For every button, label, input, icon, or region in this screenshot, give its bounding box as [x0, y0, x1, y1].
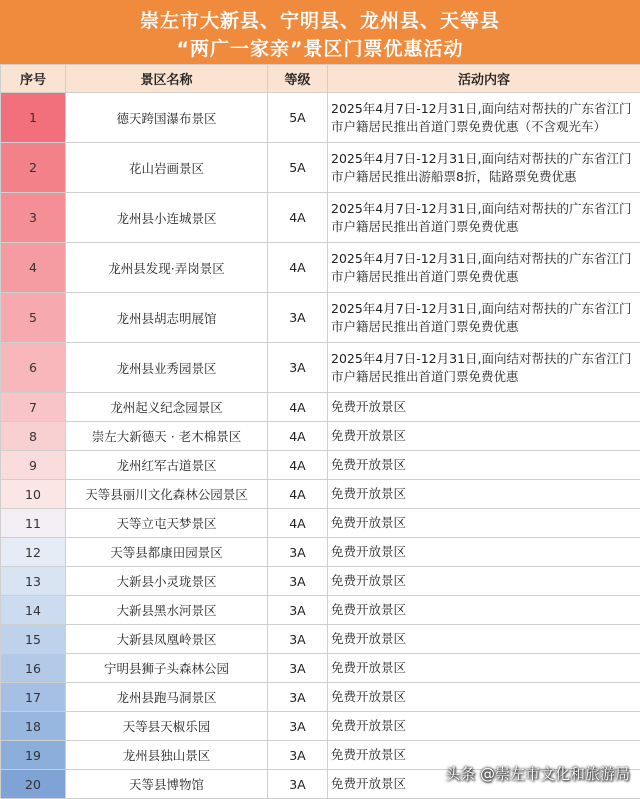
scenic-spot-name: 龙州县小连城景区	[66, 193, 268, 243]
table-row	[1, 654, 640, 683]
activity-content	[328, 451, 640, 480]
activity-content	[328, 143, 640, 193]
scenic-spot-name: 龙州县业秀园景区	[66, 343, 268, 393]
scenic-spot-name: 大新县小灵珑景区	[66, 567, 268, 596]
row-number: 5	[1, 293, 66, 343]
activity-line-1: 免费开放景区	[331, 717, 640, 735]
scenic-spot-name: 龙州县发现·弄岗景区	[66, 243, 268, 293]
table-row	[1, 343, 640, 393]
activity-line-1: 2025年4月7日-12月31日,面向结对帮扶的广东省江门	[331, 300, 640, 318]
row-number: 9	[1, 451, 66, 480]
activity-line-1: 免费开放景区	[331, 427, 640, 445]
activity-line-2: 市户籍居民推出游船票8折，陆路票免费优惠	[331, 168, 640, 186]
scenic-grade: 3A	[268, 293, 328, 343]
activity-content	[328, 538, 640, 567]
activity-content	[328, 683, 640, 712]
row-number: 4	[1, 243, 66, 293]
activity-content	[328, 393, 640, 422]
activity-line-1: 免费开放景区	[331, 398, 640, 416]
row-number: 15	[1, 625, 66, 654]
row-number: 13	[1, 567, 66, 596]
row-number: 12	[1, 538, 66, 567]
title-line-2: “两广一家亲”景区门票优惠活动	[0, 34, 640, 61]
row-number: 18	[1, 712, 66, 741]
activity-content	[328, 567, 640, 596]
activity-content	[328, 293, 640, 343]
scenic-spot-name: 天等立屯天梦景区	[66, 509, 268, 538]
scenic-spot-name: 花山岩画景区	[66, 143, 268, 193]
scenic-spot-name: 龙州县跑马洞景区	[66, 683, 268, 712]
title-banner	[0, 0, 640, 64]
activity-line-1: 2025年4月7日-12月31日,面向结对帮扶的广东省江门	[331, 150, 640, 168]
scenic-grade: 4A	[268, 480, 328, 509]
scenic-grade: 3A	[268, 654, 328, 683]
activity-content	[328, 93, 640, 143]
table-row	[1, 93, 640, 143]
row-number: 8	[1, 422, 66, 451]
scenic-grade: 3A	[268, 538, 328, 567]
activity-line-1: 免费开放景区	[331, 485, 640, 503]
table-row	[1, 538, 640, 567]
activity-line-2: 市户籍居民推出首道门票免费优惠	[331, 318, 640, 336]
table-row	[1, 293, 640, 343]
activity-line-1: 2025年4月7日-12月31日,面向结对帮扶的广东省江门	[331, 250, 640, 268]
activity-content	[328, 422, 640, 451]
table-body	[1, 93, 640, 799]
scenic-grade: 3A	[268, 741, 328, 770]
activity-line-2: 市户籍居民推出首道门票免费优惠（不含观光车）	[331, 118, 640, 136]
table-row	[1, 567, 640, 596]
scenic-grade: 4A	[268, 509, 328, 538]
scenic-spot-name: 天等县都康田园景区	[66, 538, 268, 567]
activity-line-1: 免费开放景区	[331, 746, 640, 764]
activity-line-1: 免费开放景区	[331, 543, 640, 561]
activity-content	[328, 625, 640, 654]
scenic-spot-name: 天等县博物馆	[66, 770, 268, 799]
scenic-spot-name: 德天跨国瀑布景区	[66, 93, 268, 143]
row-number: 2	[1, 143, 66, 193]
title-line-1: 崇左市大新县、宁明县、龙州县、天等县	[0, 6, 640, 33]
activity-content	[328, 193, 640, 243]
activity-line-1: 免费开放景区	[331, 630, 640, 648]
scenic-spot-name: 龙州起义纪念园景区	[66, 393, 268, 422]
scenic-spot-name: 龙州县胡志明展馆	[66, 293, 268, 343]
activity-content	[328, 596, 640, 625]
table-row	[1, 422, 640, 451]
table-row	[1, 625, 640, 654]
table-row	[1, 393, 640, 422]
scenic-grade: 3A	[268, 770, 328, 799]
scenic-grade: 3A	[268, 712, 328, 741]
scenic-grade: 3A	[268, 683, 328, 712]
scenic-grade: 3A	[268, 625, 328, 654]
row-number: 6	[1, 343, 66, 393]
row-number: 11	[1, 509, 66, 538]
activity-line-2: 市户籍居民推出首道门票免费优惠	[331, 218, 640, 236]
scenic-grade: 3A	[268, 596, 328, 625]
scenic-spot-name: 大新县凤凰岭景区	[66, 625, 268, 654]
header-name: 景区名称	[66, 65, 268, 93]
scenic-grade: 4A	[268, 193, 328, 243]
row-number: 3	[1, 193, 66, 243]
row-number: 14	[1, 596, 66, 625]
scenic-spot-name: 大新县黑水河景区	[66, 596, 268, 625]
scenic-spot-name: 天等县天椒乐园	[66, 712, 268, 741]
activity-content	[328, 712, 640, 741]
table-row	[1, 712, 640, 741]
activity-line-1: 免费开放景区	[331, 514, 640, 532]
activity-line-1: 2025年4月7日-12月31日,面向结对帮扶的广东省江门	[331, 100, 640, 118]
row-number: 19	[1, 741, 66, 770]
table-row	[1, 683, 640, 712]
scenic-grade: 4A	[268, 243, 328, 293]
scenic-grade: 3A	[268, 343, 328, 393]
scenic-grade: 4A	[268, 393, 328, 422]
activity-content	[328, 654, 640, 683]
row-number: 10	[1, 480, 66, 509]
table-row	[1, 596, 640, 625]
scenic-grade: 4A	[268, 451, 328, 480]
activity-line-2: 市户籍居民推出首道门票免费优惠	[331, 268, 640, 286]
table-row	[1, 451, 640, 480]
source-watermark: 头条 @崇左市文化和旅游局	[445, 763, 630, 784]
activity-line-1: 免费开放景区	[331, 601, 640, 619]
activity-line-1: 免费开放景区	[331, 688, 640, 706]
table-row	[1, 480, 640, 509]
activity-line-1: 免费开放景区	[331, 456, 640, 474]
scenic-spot-name: 崇左大新德天 · 老木棉景区	[66, 422, 268, 451]
scenic-spot-name: 龙州红军古道景区	[66, 451, 268, 480]
table-row	[1, 193, 640, 243]
scenic-grade: 5A	[268, 143, 328, 193]
scenic-grade: 5A	[268, 93, 328, 143]
activity-line-1: 免费开放景区	[331, 572, 640, 590]
table-row	[1, 143, 640, 193]
row-number: 7	[1, 393, 66, 422]
scenic-grade: 4A	[268, 422, 328, 451]
activity-line-1: 2025年4月7日-12月31日,面向结对帮扶的广东省江门	[331, 350, 640, 368]
header-activity: 活动内容	[328, 65, 640, 93]
scenic-spot-name: 宁明县狮子头森林公园	[66, 654, 268, 683]
activity-line-1: 免费开放景区	[331, 659, 640, 677]
scenic-spot-table	[0, 64, 640, 799]
activity-line-2: 市户籍居民推出首道门票免费优惠	[331, 368, 640, 386]
scenic-spot-name: 龙州县独山景区	[66, 741, 268, 770]
scenic-grade: 3A	[268, 567, 328, 596]
row-number: 1	[1, 93, 66, 143]
activity-content	[328, 243, 640, 293]
scenic-spot-name: 天等县丽川文化森林公园景区	[66, 480, 268, 509]
activity-line-1: 2025年4月7日-12月31日,面向结对帮扶的广东省江门	[331, 200, 640, 218]
header-num: 序号	[1, 65, 66, 93]
row-number: 16	[1, 654, 66, 683]
table-header-row	[1, 65, 640, 93]
row-number: 20	[1, 770, 66, 799]
activity-line-1: 免费开放景区	[331, 775, 640, 793]
table-row	[1, 509, 640, 538]
table-row	[1, 243, 640, 293]
activity-content	[328, 509, 640, 538]
activity-content	[328, 480, 640, 509]
row-number: 17	[1, 683, 66, 712]
header-grade: 等级	[268, 65, 328, 93]
activity-content	[328, 343, 640, 393]
